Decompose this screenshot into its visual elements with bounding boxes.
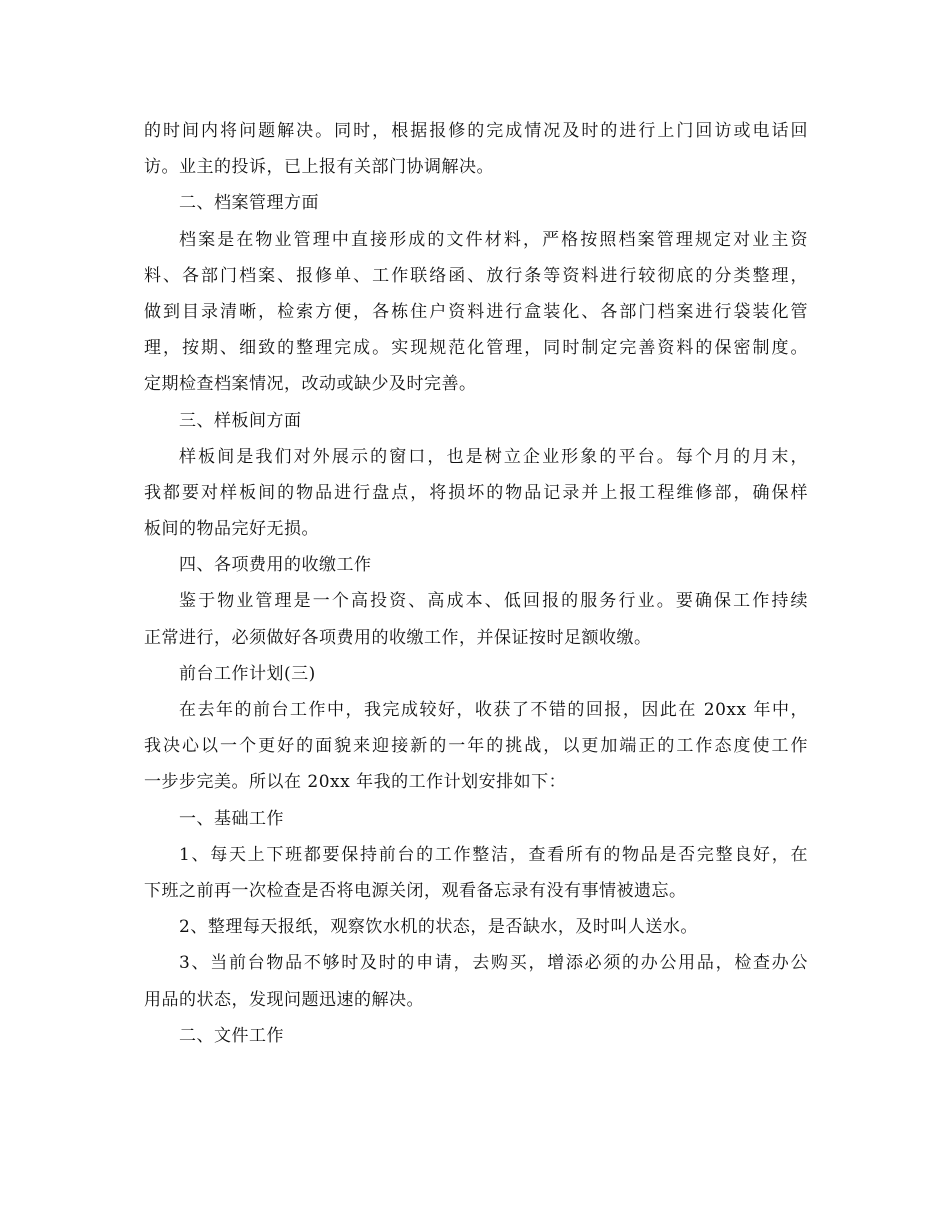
text-line: 2、整理每天报纸，观察饮水机的状态，是否缺水，及时叫人送水。 (179, 917, 698, 938)
text-line: 二、档案管理方面 (179, 193, 319, 214)
text-line: 1、每天上下班都要保持前台的工作整洁，查看所有的物品是否完整良好，在 (179, 844, 808, 865)
text-line: 用品的状态，发现问题迅速的解决。 (144, 989, 424, 1010)
document-body (144, 113, 808, 1054)
text-line: 正常进行，必须做好各项费用的收缴工作，并保证按时足额收缴。 (144, 627, 652, 648)
text-line: 样板间是我们对外展示的窗口，也是树立企业形象的平台。每个月的月末， (179, 446, 808, 467)
text-line: 的时间内将问题解决。同时，根据报修的完成情况及时的进行上门回访或电话回 (144, 121, 808, 141)
text-line: 3、当前台物品不够时及时的申请，去购买，增添必须的办公用品，检查办公 (179, 953, 808, 974)
text-line: 我都要对样板间的物品进行盘点，将损坏的物品记录并上报工程维修部，确保样 (144, 482, 808, 503)
text-line: 一步步完美。所以在 20xx 年我的工作计划安排如下： (144, 772, 567, 793)
text-line: 鉴于物业管理是一个高投资、高成本、低回报的服务行业。要确保工作持续 (179, 591, 808, 612)
text-line: 我决心以一个更好的面貌来迎接新的一年的挑战，以更加端正的工作态度使工作 (144, 736, 808, 757)
text-line: 板间的物品完好无损。 (144, 519, 319, 540)
text-line: 前台工作计划(三) (179, 663, 316, 684)
text-line: 二、文件工作 (179, 1025, 284, 1046)
text-line: 定期检查档案情况，改动或缺少及时完善。 (144, 374, 477, 395)
text-line: 四、各项费用的收缴工作 (179, 555, 372, 576)
text-line: 做到目录清晰，检索方便，各栋住户资料进行盒装化、各部门档案进行袋装化管 (144, 301, 808, 322)
text-line: 三、样板间方面 (179, 410, 302, 431)
text-line: 访。业主的投诉，已上报有关部门协调解决。 (144, 157, 494, 178)
text-line: 下班之前再一次检查是否将电源关闭，观看备忘录有没有事情被遗忘。 (144, 880, 687, 901)
text-line: 档案是在物业管理中直接形成的文件材料，严格按照档案管理规定对业主资 (179, 229, 808, 250)
text-line: 料、各部门档案、报修单、工作联络函、放行条等资料进行较彻底的分类整理， (144, 265, 808, 286)
text-line: 理，按期、细致的整理完成。实现规范化管理，同时制定完善资料的保密制度。 (144, 338, 808, 359)
text-line: 在去年的前台工作中，我完成较好，收获了不错的回报，因此在 20xx 年中， (179, 700, 808, 720)
text-line: 一、基础工作 (179, 808, 284, 829)
